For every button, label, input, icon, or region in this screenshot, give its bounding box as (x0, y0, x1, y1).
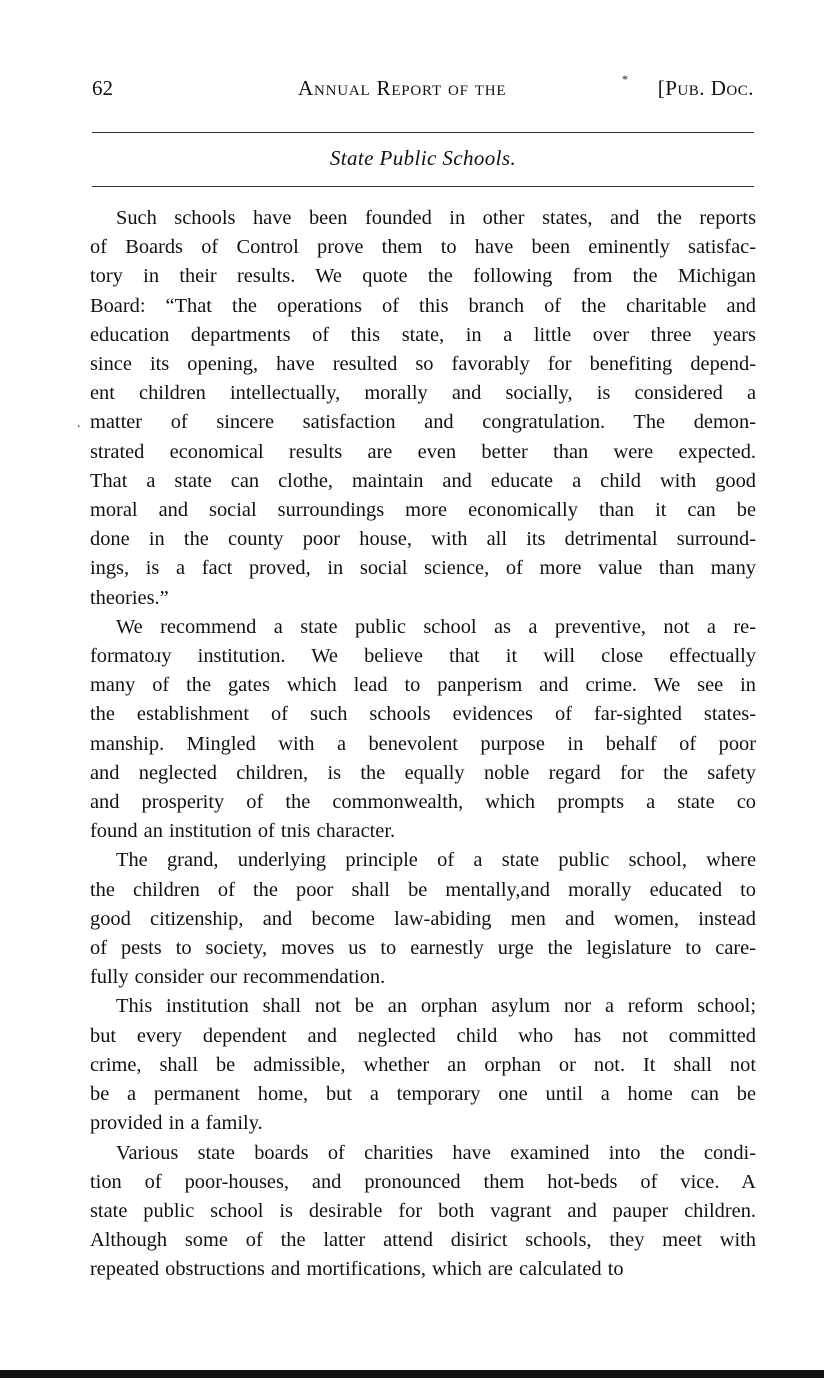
text-line: We recommend a state public school as a preventive, not a re- (116, 615, 756, 638)
text-line: fully consider our recommendation. (90, 966, 386, 989)
text-line: Board: “That the operations of this branch of the charitable and (90, 294, 756, 317)
text-line: of pests to society, moves us to earnestly urge the legislature to care- (90, 937, 756, 960)
text-line: ings, is a fact proved, in social science, of more value than many (90, 557, 756, 580)
text-line: formatoɹy institution. We believe that it will close effectually (90, 645, 756, 668)
text-line: moral and social surroundings more economically than it can be (90, 499, 756, 522)
header-rule-bottom (92, 186, 754, 187)
paragraph (90, 846, 756, 992)
text-line: provided in a family. (90, 1112, 263, 1135)
text-line: crime, shall be admissible, whether an orphan or not. It shall not (90, 1053, 756, 1076)
text-line: state public school is desirable for both vagrant and pauper children. (90, 1199, 756, 1222)
text-line: and prosperity of the commonwealth, which prompts a state co (90, 791, 756, 814)
paragraph (90, 204, 756, 613)
text-line: tory in their results. We quote the following from the Michigan (90, 265, 756, 288)
doc-label: [Pub. Doc. (657, 76, 754, 100)
text-line: be a permanent home, but a temporary one until a home can be (90, 1083, 756, 1106)
text-line: tion of poor-houses, and pronounced them hot-beds of vice. A (90, 1170, 756, 1193)
text-line: found an institution of tnis character. (90, 820, 396, 843)
text-line: the establishment of such schools evidences of far-sighted states- (90, 703, 756, 726)
paragraph (90, 992, 756, 1138)
text-line: theories.” (90, 586, 169, 609)
text-line: This institution shall not be an orphan asylum nor a reform school; (116, 995, 756, 1018)
body-text (90, 204, 756, 1285)
paragraph (90, 613, 756, 847)
text-line: education departments of this state, in a little over three years (90, 323, 756, 346)
section-title: State Public Schools. (329, 146, 517, 170)
header-mark: * (622, 72, 628, 86)
text-line: The grand, underlying principle of a state public school, where (116, 849, 756, 872)
running-title: Annual Report of the (298, 76, 507, 100)
text-line: Such schools have been founded in other states, and the reports (116, 207, 756, 229)
text-line: the children of the poor shall be mentally,and morally educated to (90, 878, 756, 901)
text-line: since its opening, have resulted so favorably for benefiting depend- (90, 353, 756, 376)
text-line: done in the county poor house, with all its detrimental surround- (90, 528, 756, 551)
text-line: repeated obstructions and mortifications, which are calculated to (90, 1258, 624, 1281)
text-line: That a state can clothe, maintain and educate a child with good (90, 469, 756, 492)
page-header (92, 72, 756, 106)
text-line: but every dependent and neglected child who has not committed (90, 1024, 756, 1047)
text-line: Various state boards of charities have examined into the condi- (116, 1141, 756, 1164)
text-line: ent children intellectually, morally and socially, is considered a (90, 382, 756, 405)
text-line: and neglected children, is the equally noble regard for the safety (90, 761, 756, 784)
paragraph (90, 1139, 756, 1285)
text-line: Although some of the latter attend disirict schools, they meet with (90, 1229, 756, 1252)
text-line: good citizenship, and become law-abiding men and women, instead (90, 907, 756, 930)
text-line: manship. Mingled with a benevolent purpose in behalf of poor (90, 732, 756, 755)
text-line: of Boards of Control prove them to have been eminently satisfac- (90, 236, 756, 259)
header-rule-top (92, 132, 754, 133)
page-bottom-edge (0, 1370, 824, 1378)
text-line: matter of sincere satisfaction and congratulation. The demon- (90, 411, 756, 434)
page-number: 62 (92, 76, 113, 100)
text-line: many of the gates which lead to panperism and crime. We see in (90, 674, 756, 697)
margin-mark: . (77, 416, 81, 431)
text-line: strated economical results are even better than were expected. (90, 440, 756, 463)
